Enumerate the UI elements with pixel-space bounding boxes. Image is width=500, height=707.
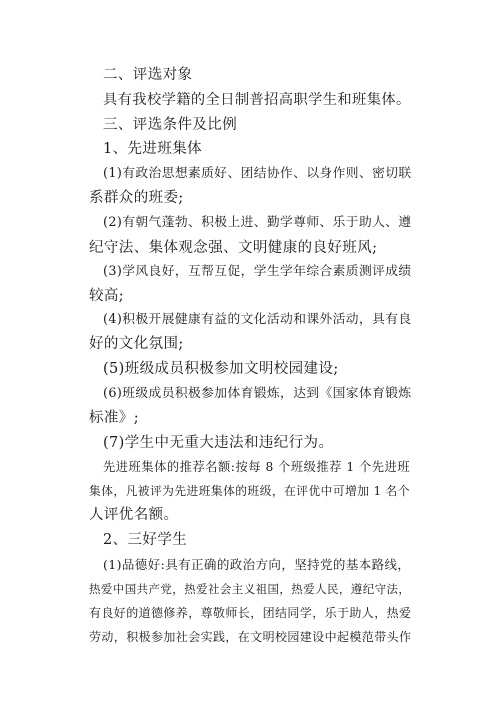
list-item-line: 系群众的班委; (89, 190, 184, 206)
list-item-line: (1)有政治思想素质好、团结协作、以身作则、密切联 (103, 166, 412, 181)
list-item-line: (4)积极开展健康有益的文化活动和课外活动，具有良 (103, 312, 412, 327)
paragraph-line: 人评优名额。 (89, 507, 179, 523)
paragraph-line: 先进班集体的推荐名额:按每 8 个班级推荐 1 个先进班 (103, 460, 410, 474)
list-item-line: 好的文化氛围; (89, 336, 184, 352)
list-item-line: (6)班级成员积极参加体育锻炼，达到《国家体育锻炼 (103, 386, 412, 401)
section-heading-evaluation-targets: 二、评选对象 (103, 67, 193, 83)
list-item-line: (2)有朝气蓬勃、积极上进、勤学尊师、乐于助人、遵 (103, 215, 412, 230)
paragraph-line: 具有我校学籍的全日制普招高职学生和班集体。 (103, 92, 411, 108)
subsection-heading-merit-student: 2、三好学生 (103, 532, 188, 548)
paragraph-line: 热爱中国共产党，热爱社会主义祖国，热爱人民，遵纪守法， (89, 582, 411, 596)
paragraph-line: 有良好的道德修养，尊敬师长，团结同学，乐于助人，热爱 (89, 606, 412, 620)
list-item-line: 标准》; (89, 410, 139, 426)
list-item-line: 纪守法、集体观念强、文明健康的良好班风; (89, 240, 378, 256)
list-item-line: (7)学生中无重大违法和违纪行为。 (103, 435, 334, 451)
paragraph-line: 集体，凡被评为先进班集体的班级，在评优中可增加 1 名个 (89, 484, 410, 498)
list-item-line: (5)班级成员积极参加文明校园建设; (103, 361, 339, 377)
subsection-heading-advanced-class: 1、先进班集体 (103, 141, 203, 157)
paragraph-line: 劳动，积极参加社会实践，在文明校园建设中起模范带头作 (89, 630, 412, 644)
list-item-line: (3)学风良好，互帮互促，学生学年综合素质测评成绩 (103, 264, 412, 279)
section-heading-criteria: 三、评选条件及比例 (103, 117, 238, 133)
list-item-line: 较高; (89, 288, 125, 304)
paragraph-line: (1)品德好:具有正确的政治方向，坚持党的基本路线， (103, 557, 411, 572)
